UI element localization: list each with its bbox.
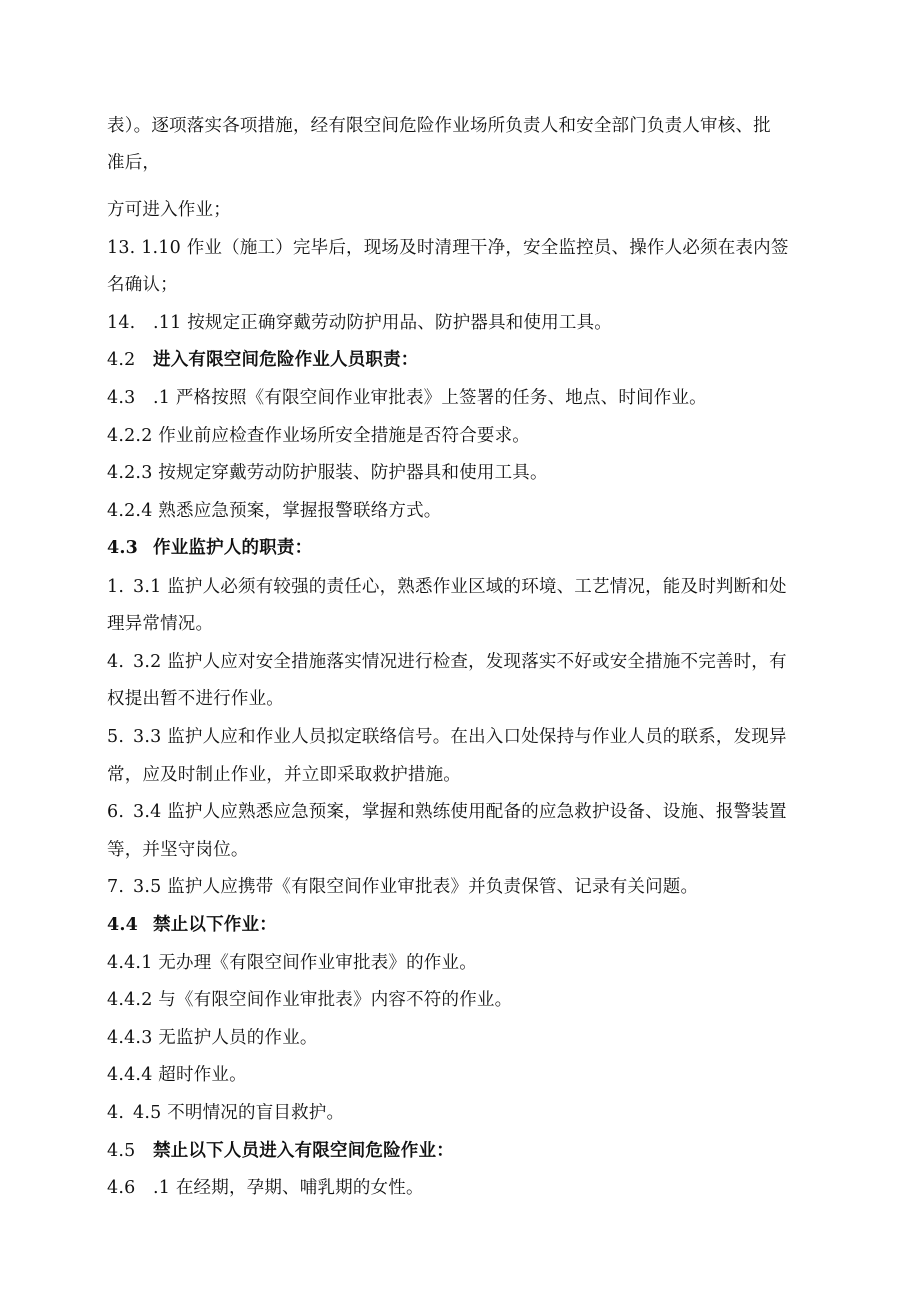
line-text: 3.2 监护人应对安全措施落实情况进行检查，发现落实不好或安全措施不完善时，有 — [133, 652, 787, 672]
section-heading — [107, 530, 817, 567]
item-number: 13. — [107, 238, 136, 258]
list-item — [107, 719, 817, 756]
list-item — [107, 569, 817, 606]
line-text: 常，应及时制止作业，并立即采取救护措施。 — [107, 765, 461, 785]
section-heading — [107, 907, 817, 944]
list-item — [107, 493, 817, 530]
section-number: 4.2 — [107, 350, 136, 370]
list-item — [107, 945, 817, 982]
line-text: .11 按规定正确穿戴劳动防护用品、防护器具和使用工具。 — [153, 313, 612, 333]
line-text: 4.4.4 超时作业。 — [107, 1065, 247, 1085]
section-title: 作业监护人的职责： — [153, 538, 313, 558]
list-item — [107, 1020, 817, 1057]
list-item — [107, 1095, 817, 1132]
item-number: 4. — [107, 652, 125, 672]
line-text: 4.4.3 无监护人员的作业。 — [107, 1028, 318, 1048]
line-text: 等，并坚守岗位。 — [107, 840, 249, 860]
line-text: .1 严格按照《有限空间作业审批表》上签署的任务、地点、时间作业。 — [153, 388, 707, 408]
line-text: 4.2.3 按规定穿戴劳动防护服装、防护器具和使用工具。 — [107, 463, 548, 483]
list-item — [107, 1170, 817, 1207]
list-item — [107, 455, 817, 492]
list-item — [107, 1057, 817, 1094]
item-number: 14. — [107, 313, 136, 333]
line-text: 3.3 监护人应和作业人员拟定联络信号。在出入口处保持与作业人员的联系，发现异 — [133, 727, 787, 747]
section-heading — [107, 1133, 817, 1170]
item-number: 1. — [107, 577, 125, 597]
paragraph-line — [107, 192, 817, 229]
list-item — [107, 982, 817, 1019]
line-text: 权提出暂不进行作业。 — [107, 689, 284, 709]
section-heading — [107, 342, 817, 379]
line-text: 表）。逐项落实各项措施，经有限空间危险作业场所负责人和安全部门负责人审核、批 — [107, 116, 771, 136]
list-item — [107, 869, 817, 906]
line-text: 方可进入作业； — [107, 200, 231, 220]
paragraph-line — [107, 267, 817, 304]
paragraph-line — [107, 757, 817, 794]
line-text: 名确认； — [107, 275, 178, 295]
line-text: 准后， — [107, 153, 161, 173]
line-text: 3.5 监护人应携带《有限空间作业审批表》并负责保管、记录有关问题。 — [133, 877, 699, 897]
section-title: 禁止以下人员进入有限空间危险作业： — [153, 1141, 454, 1161]
item-number: 4.3 — [107, 388, 136, 408]
paragraph-line — [107, 832, 817, 869]
paragraph-line — [107, 108, 817, 145]
item-number: 4.6 — [107, 1178, 136, 1198]
paragraph-line — [107, 681, 817, 718]
list-item — [107, 418, 817, 455]
item-number: 4. — [107, 1103, 125, 1123]
section-number: 4.3 — [107, 538, 139, 558]
section-number: 4.4 — [107, 915, 139, 935]
list-item — [107, 305, 817, 342]
line-text: 4.5 不明情况的盲目救护。 — [133, 1103, 345, 1123]
list-item — [107, 380, 817, 417]
list-item — [107, 644, 817, 681]
line-text: 4.2.2 作业前应检查作业场所安全措施是否符合要求。 — [107, 426, 530, 446]
line-text: 1.10 作业（施工）完毕后，现场及时清理干净，安全监控员、操作人必须在表内签 — [141, 238, 789, 258]
line-text: 理异常情况。 — [107, 614, 214, 634]
item-number: 6. — [107, 802, 125, 822]
line-text: 3.4 监护人应熟悉应急预案，掌握和熟练使用配备的应急救护设备、设施、报警装置 — [133, 802, 787, 822]
list-item — [107, 230, 817, 267]
section-title: 禁止以下作业： — [153, 915, 277, 935]
line-text: .1 在经期，孕期、哺乳期的女性。 — [153, 1178, 424, 1198]
list-item — [107, 794, 817, 831]
line-text: 3.1 监护人必须有较强的责任心，熟悉作业区域的环境、工艺情况，能及时判断和处 — [133, 577, 787, 597]
item-number: 7. — [107, 877, 125, 897]
section-title: 进入有限空间危险作业人员职责： — [153, 350, 419, 370]
section-number: 4.5 — [107, 1141, 136, 1161]
paragraph-line — [107, 606, 817, 643]
line-text: 4.4.2 与《有限空间作业审批表》内容不符的作业。 — [107, 990, 513, 1010]
item-number: 5. — [107, 727, 125, 747]
paragraph-line — [107, 145, 817, 182]
line-text: 4.4.1 无办理《有限空间作业审批表》的作业。 — [107, 953, 477, 973]
line-text: 4.2.4 熟悉应急预案，掌握报警联络方式。 — [107, 501, 442, 521]
